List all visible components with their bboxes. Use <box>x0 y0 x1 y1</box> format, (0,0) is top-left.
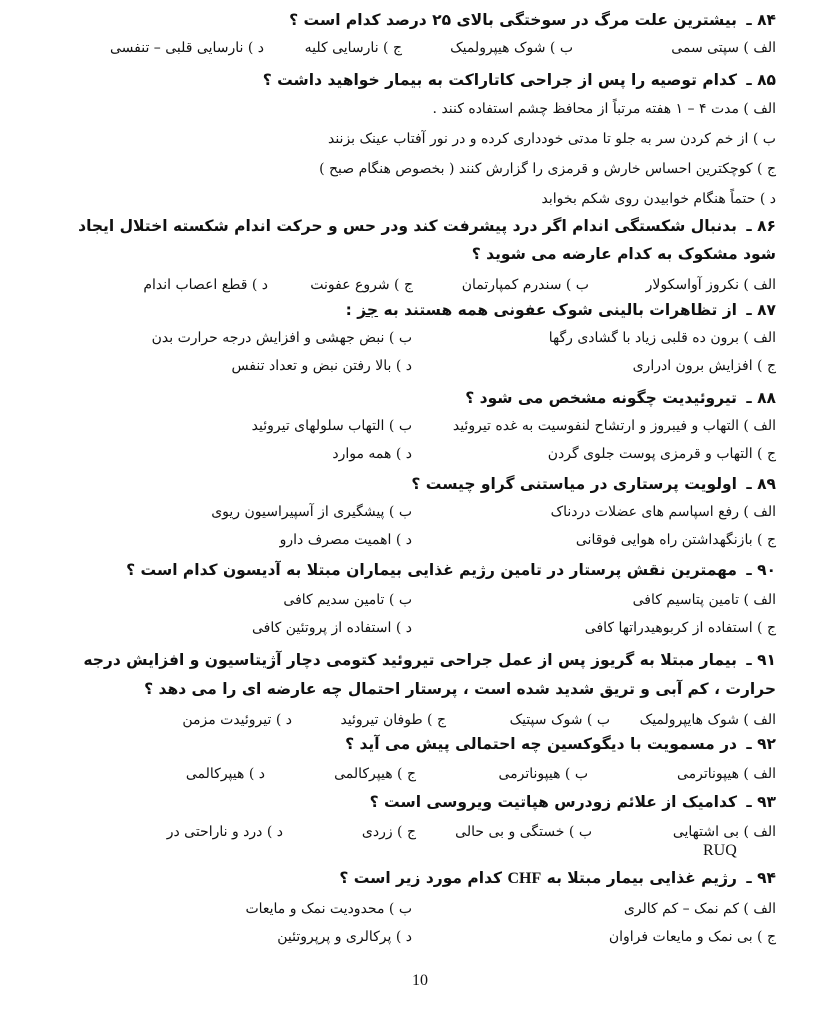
question-text: بدنبال شکستگی اندام اگر درد پیشرفت کند ودر حس و حرکت اندام شکسته اختلال ایجاد شود مشکوک به کدام عارضه می شوید ؟ <box>78 217 776 263</box>
option-a: الف ) بی اشتهایی <box>672 824 776 840</box>
question-title <box>64 646 776 704</box>
question-title <box>64 6 776 34</box>
question-title <box>64 788 776 816</box>
question-title <box>64 66 776 94</box>
option-c: ج ) طوفان تیروئید <box>340 712 446 728</box>
option-c: ج ) هیپرکالمی <box>334 766 416 782</box>
question-85 <box>64 66 776 214</box>
question-number: ۸۸ ـ <box>746 389 776 407</box>
option-b: ب ) محدودیت نمک و مایعات <box>245 901 412 917</box>
option-b: ب ) تامین سدیم کافی <box>283 592 412 608</box>
option-a: الف ) شوک هایپرولمیک <box>639 712 776 728</box>
options-row <box>64 614 776 642</box>
option-b: ب ) التهاب سلولهای تیروئید <box>251 418 412 434</box>
option-a: الف ) سپتی سمی <box>671 40 776 56</box>
page-number: 10 <box>412 972 428 989</box>
option-b: ب ) هیپوناترمی <box>498 766 588 782</box>
option-d: د ) هیپرکالمی <box>185 766 265 782</box>
question-title <box>64 864 776 893</box>
option-d-continuation: RUQ <box>703 842 737 859</box>
option-d: د ) نارسایی قلبی – تنفسی <box>109 40 264 56</box>
option-b: ب ) پیشگیری از آسپیراسیون ریوی <box>211 504 412 520</box>
question-title <box>64 212 776 268</box>
question-93 <box>64 788 776 846</box>
option-b: ب ) خستگی و بی حالی <box>455 824 592 840</box>
question-text-latin: CHF <box>507 870 542 887</box>
options-row <box>64 586 776 614</box>
option-b: ب ) شوک سپتیک <box>509 712 610 728</box>
question-86 <box>64 212 776 299</box>
question-title <box>64 730 776 758</box>
question-91 <box>64 646 776 734</box>
option-c: ج ) استفاده از کربوهیدراتها کافی <box>584 620 776 636</box>
question-text: اولویت پرستاری در میاستنی گراو چیست ؟ <box>411 475 737 493</box>
question-text: در مسمویت با دیگوکسین چه احتمالی پیش می آید ؟ <box>345 735 737 753</box>
option-a: الف ) التهاب و فیبروز و ارتشاح لنفوسیت به غده تیروئید <box>452 418 776 434</box>
question-text: کدام توصیه را پس از جراحی کاتاراکت به بیمار خواهید داشت ؟ <box>262 71 737 89</box>
option-a: الف ) کم نمک – کم کالری <box>623 901 776 917</box>
options-row <box>64 412 776 440</box>
options-row <box>64 271 776 299</box>
option-a: الف ) هیپوناترمی <box>676 766 776 782</box>
options-row <box>64 34 776 62</box>
option-d: د ) درد و ناراحتی در <box>166 824 283 840</box>
option-b: ب ) شوک هیپرولمیک <box>450 40 573 56</box>
option-c: ج ) نارسایی کلیه <box>304 40 402 56</box>
question-94 <box>64 864 776 951</box>
question-92 <box>64 730 776 788</box>
option-c: ج ) زردی <box>361 824 416 840</box>
question-87 <box>64 296 776 380</box>
question-text: بیمار مبتلا به گریوز پس از عمل جراحی تیروئید کتومی دچار آژیتاسیون و افزایش درجه حرارت ، کم آبی و تریق شدید شده است ، پرستار احتمال چه عارضه ای را می دهد ؟ <box>83 651 776 698</box>
question-84 <box>64 6 776 62</box>
question-text-end: کدام مورد زیر است ؟ <box>339 869 503 887</box>
question-title <box>64 384 776 412</box>
options-row <box>64 498 776 526</box>
question-number: ۹۲ ـ <box>746 735 776 753</box>
option-a: الف ) نکروز آواسکولار <box>645 277 776 293</box>
option-a: الف ) تامین پتاسیم کافی <box>632 592 776 608</box>
question-number: ۹۳ ـ <box>746 793 776 811</box>
options-row <box>64 818 776 846</box>
question-number: ۸۹ ـ <box>746 475 776 493</box>
options-row <box>64 923 776 951</box>
option-c: ج ) بازنگهداشتن راه هوایی فوقانی <box>575 532 776 548</box>
option-b: ب ) سندرم کمپارتمان <box>461 277 589 293</box>
question-number: ۸۷ ـ <box>746 301 776 319</box>
question-88 <box>64 384 776 468</box>
question-number: ۸۵ ـ <box>746 71 776 89</box>
option-c: ج ) کوچکترین احساس خارش و قرمزی را گزارش کنند ( بخصوص هنگام صبح ) <box>319 161 776 177</box>
option-d: د ) قطع اعصاب اندام <box>143 277 268 293</box>
option-c: ج ) بی نمک و مایعات فراوان <box>608 929 776 945</box>
option-d: د ) تیروئیدت مزمن <box>182 712 292 728</box>
question-number: ۸۶ ـ <box>746 217 776 235</box>
option-b: ب ) نبض جهشی و افزایش درجه حرارت بدن <box>151 330 412 346</box>
question-number: ۸۴ ـ <box>746 11 776 29</box>
question-text: از تظاهرات بالینی شوک عفونی همه هستند به <box>383 301 737 319</box>
option-a: الف ) مدت ۴ – ۱ هفته مرتباً از محافظ چشم استفاده کنند . <box>432 101 776 117</box>
options-row <box>64 895 776 923</box>
option-c: ج ) شروع عفونت <box>310 277 413 293</box>
question-90 <box>64 556 776 642</box>
options-row <box>64 760 776 788</box>
options-row <box>64 324 776 352</box>
question-number: ۹۱ ـ <box>746 651 776 669</box>
option-a: الف ) برون ده قلبی زیاد با گشادی رگها <box>548 330 776 346</box>
question-text-end: : <box>345 301 352 319</box>
option-a: الف ) رفع اسپاسم های عضلات دردناک <box>550 504 776 520</box>
option-c: ج ) افزایش برون ادراری <box>632 358 776 374</box>
question-text: بیشترین علت مرگ در سوختگی بالای ۲۵ درصد کدام است ؟ <box>289 11 737 29</box>
options-row <box>64 526 776 554</box>
option-d: د ) بالا رفتن نبض و تعداد تنفس <box>231 358 412 374</box>
option-d: د ) حتماً هنگام خوابیدن روی شکم بخوابد <box>541 191 776 207</box>
question-text-emphasis: جز <box>357 301 379 319</box>
question-title <box>64 470 776 498</box>
question-title <box>64 296 776 324</box>
option-b: ب ) از خم کردن سر به جلو تا مدتی خودداری کرده و در نور آفتاب عینک بزنند <box>327 131 776 147</box>
question-text: کدامیک از علائم زودرس هپاتیت ویروسی است ؟ <box>369 793 737 811</box>
question-text: مهمترین نقش پرستار در تامین رژیم غذایی بیماران مبتلا به آدیسون کدام است ؟ <box>126 561 737 579</box>
question-text: تیروئیدیت چگونه مشخص می شود ؟ <box>465 389 737 407</box>
question-text: رژیم غذایی بیمار مبتلا به <box>546 869 737 887</box>
option-d: د ) همه موارد <box>332 446 412 462</box>
question-89 <box>64 470 776 554</box>
option-d: د ) اهمیت مصرف دارو <box>279 532 412 548</box>
option-c: ج ) التهاب و قرمزی پوست جلوی گردن <box>547 446 776 462</box>
question-number: ۹۴ ـ <box>746 869 776 887</box>
options-row <box>64 440 776 468</box>
question-title <box>64 556 776 584</box>
option-d: د ) استفاده از پروتئین کافی <box>251 620 412 636</box>
option-d: د ) پرکالری و پرپروتئین <box>277 929 412 945</box>
options-row <box>64 352 776 380</box>
question-number: ۹۰ ـ <box>746 561 776 579</box>
